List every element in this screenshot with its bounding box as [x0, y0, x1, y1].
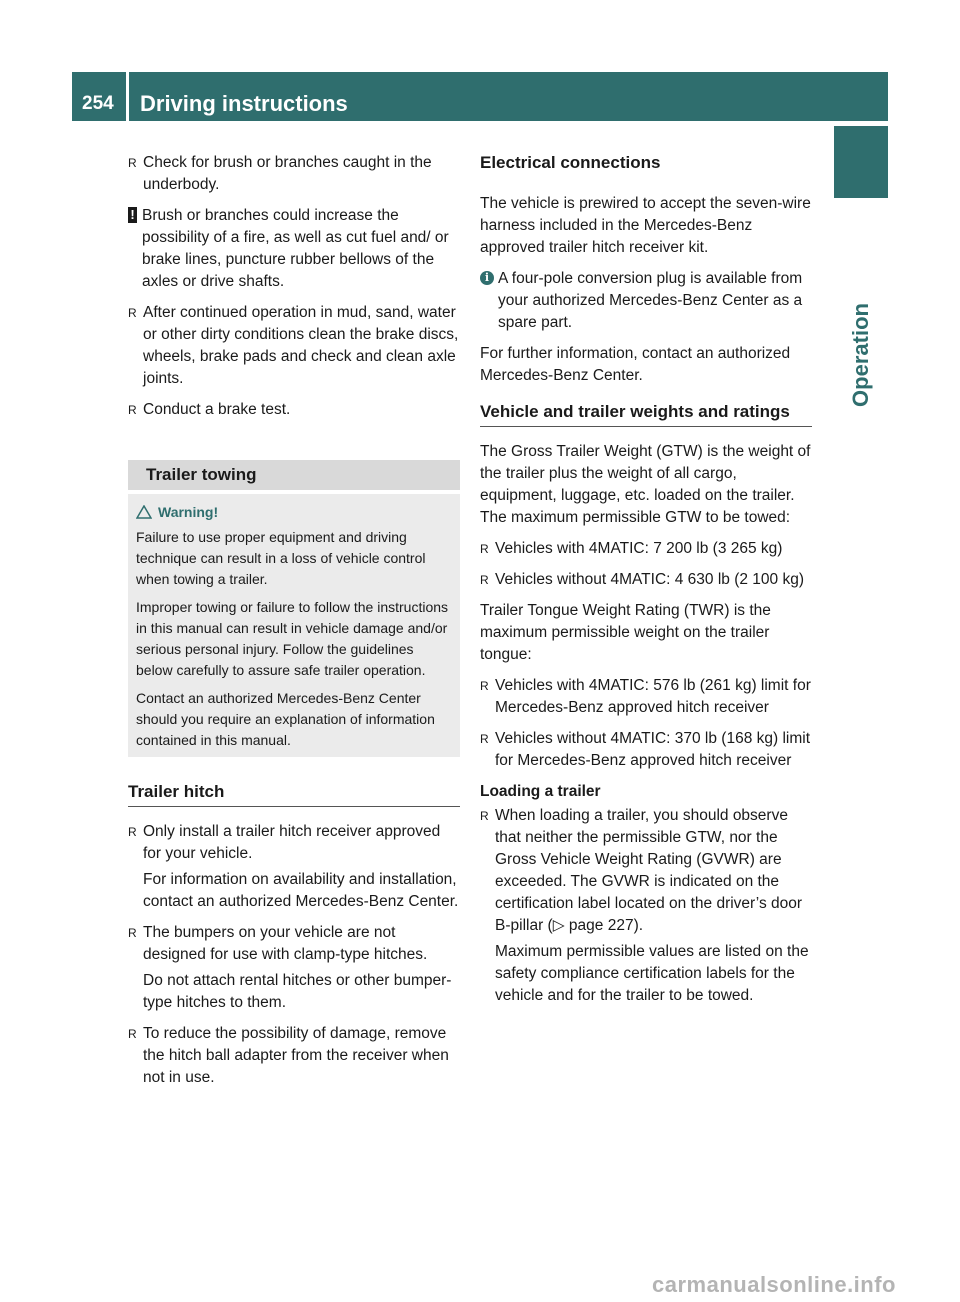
right-column: [480, 152, 812, 1016]
info-text: A four-pole conversion plug is available from your authorized Mercedes-Benz Center as a spare part.: [498, 270, 803, 331]
list-item-sub: Maximum permissible values are listed on the safety compliance certification labels for the vehicle and for the trailer to be towed.: [495, 943, 809, 1004]
trailer-hitch-heading: Trailer hitch: [128, 781, 460, 807]
side-tab-block: [834, 126, 888, 198]
list-item-text: R Only install a trailer hitch receiver approved for your vehicle.: [143, 823, 441, 862]
warning-paragraph: Contact an authorized Mercedes-Benz Center should you require an explanation of information contained in this manual.: [136, 690, 435, 748]
list-item: R Check for brush or branches caught in the underbody.: [128, 152, 460, 196]
paragraph: The vehicle is prewired to accept the seven-wire harness included in the Mercedes-Benz approved trailer hitch receiver kit.: [480, 195, 811, 256]
paragraph: The Gross Trailer Weight (GTW) is the weight of the trailer plus the weight of all cargo, equipment, luggage, etc. loaded on the trailer. The maximum permissible GTW to be towed:: [480, 443, 811, 526]
list-item: [128, 821, 460, 913]
notice: [128, 205, 460, 293]
list-item-text: R When loading a trailer, you should observe that neither the permissible GTW, nor the Gross Vehicle Weight Rating (GVWR) are exceeded. The GVWR is indicated on the certification label located on the driver’s door B-pillar (▷ page 227).: [495, 807, 803, 934]
paragraph: For further information, contact an authorized Mercedes-Benz Center.: [480, 345, 791, 384]
warning-title: [136, 502, 452, 523]
header-divider: [126, 72, 129, 121]
electrical-heading: Electrical connections: [480, 153, 661, 172]
list-item: R Vehicles without 4MATIC: 4 630 lb (2 100 kg): [480, 569, 812, 591]
list-item-text: R The bumpers on your vehicle are not designed for use with clamp-type hitches.: [143, 924, 428, 963]
section-title: Trailer towing: [128, 460, 460, 490]
list-item: R After continued operation in mud, sand, water or other dirty conditions clean the brake discs, wheels, brake pads and check and clean axle joints.: [128, 302, 460, 390]
list-item-text: R To reduce the possibility of damage, remove the hitch ball adapter from the receiver when not in use.: [143, 1025, 449, 1086]
chapter-title: Driving instructions: [140, 91, 348, 116]
list-item-sub: Do not attach rental hitches or other bumper-type hitches to them.: [143, 972, 452, 1011]
info-note: [480, 268, 812, 334]
list-item: [128, 922, 460, 1014]
list-item: R Vehicles with 4MATIC: 576 lb (261 kg) limit for Mercedes-Benz approved hitch receiver: [480, 675, 812, 719]
list-item-sub: For information on availability and installation, contact an authorized Mercedes-Benz Center.: [143, 871, 459, 910]
list-item: [128, 1023, 460, 1089]
paragraph: Trailer Tongue Weight Rating (TWR) is the maximum permissible weight on the trailer tongue:: [480, 602, 771, 663]
list-item: R Vehicles without 4MATIC: 370 lb (168 kg) limit for Mercedes-Benz approved hitch receiver: [480, 728, 812, 772]
list-item: R Vehicles with 4MATIC: 7 200 lb (3 265 kg): [480, 538, 812, 560]
exclamation-icon: !: [128, 207, 137, 223]
page-number: 254: [82, 93, 114, 114]
list-item: [480, 805, 812, 1007]
weights-heading: Vehicle and trailer weights and ratings: [480, 401, 812, 427]
left-column: [128, 152, 460, 1098]
list-item: R Conduct a brake test.: [128, 399, 460, 421]
watermark: carmanualsonline.info: [652, 1272, 896, 1297]
warning-box: [128, 494, 460, 757]
side-tab-label: Operation: [848, 303, 873, 407]
warning-title-text: Warning!: [158, 504, 219, 520]
notice-text: Brush or branches could increase the possibility of a fire, as well as cut fuel and/ or brake lines, puncture rubber bellows of the axles or drive shafts.: [142, 207, 449, 290]
warning-paragraph: Improper towing or failure to follow the instructions in this manual can result in vehicle damage and/or serious personal injury. Follow the guidelines below carefully to assure safe trailer operation.: [136, 599, 449, 678]
warning-triangle-icon: [136, 505, 152, 519]
loading-heading: Loading a trailer: [480, 783, 601, 800]
warning-paragraph: Failure to use proper equipment and driving technique can result in a loss of vehicle control when towing a trailer.: [136, 529, 426, 587]
info-icon: i: [480, 271, 494, 285]
side-tab: [834, 210, 888, 500]
